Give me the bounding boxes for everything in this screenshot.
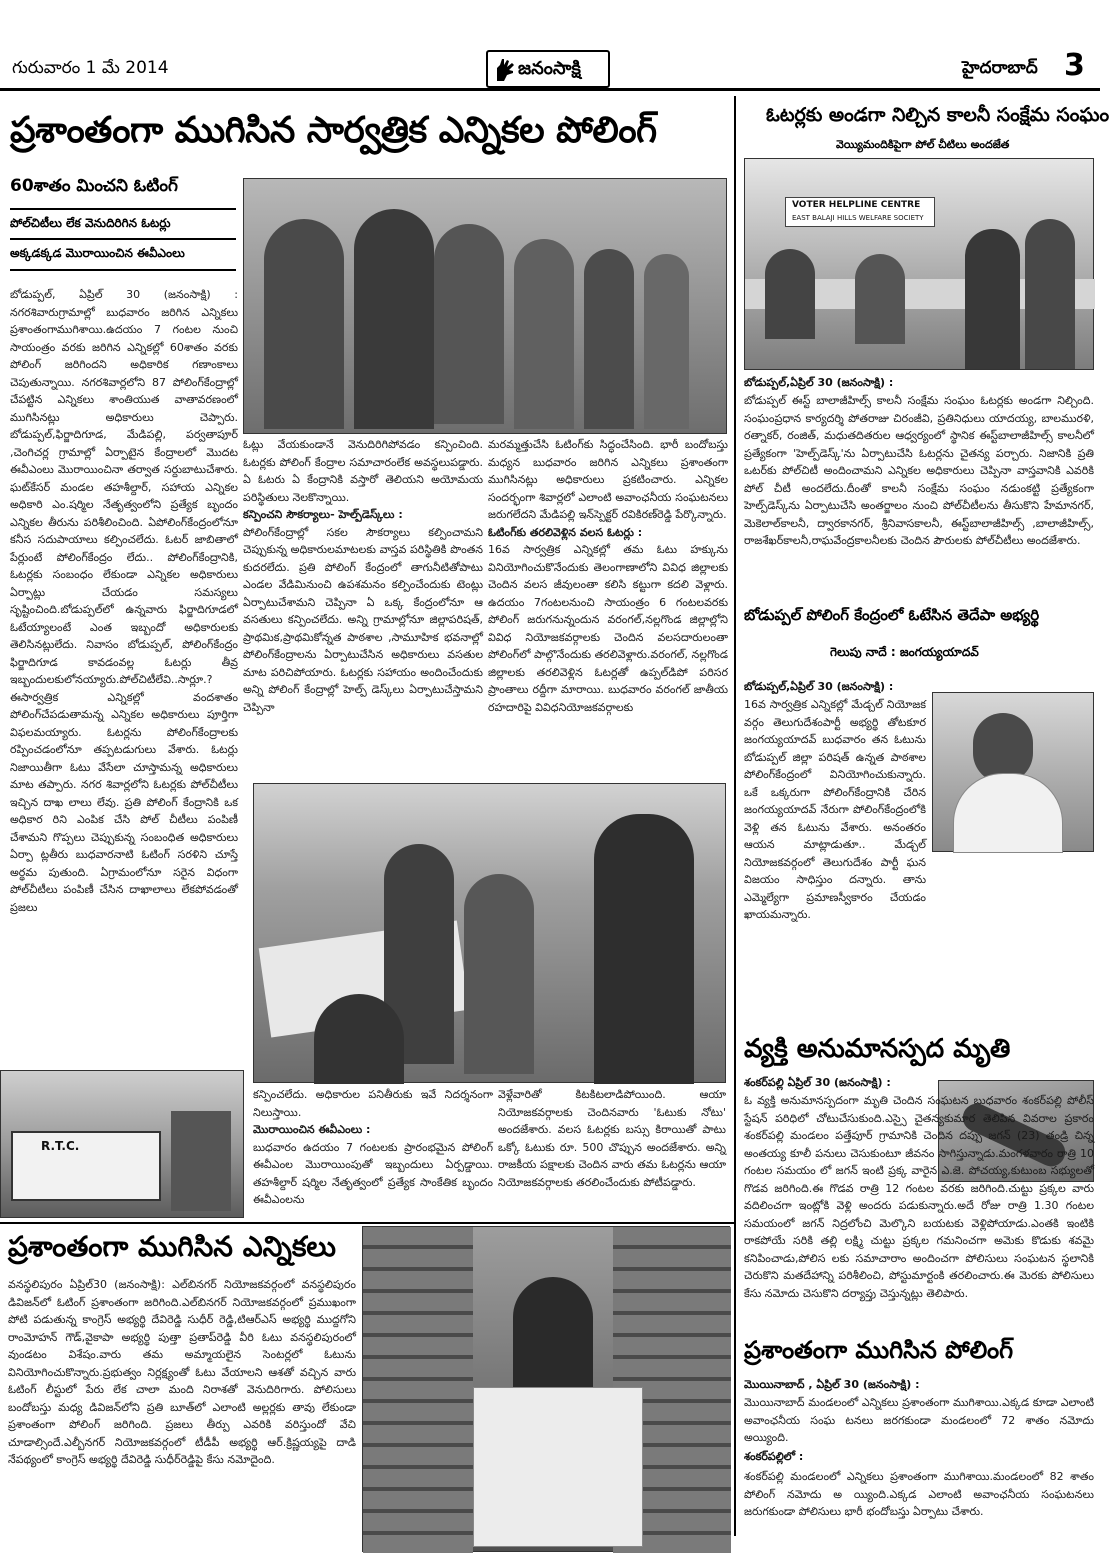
right3-headline: వ్యక్తి అనుమానస్పద మృతి	[744, 1034, 1011, 1064]
issue-date: గురువారం 1 మే 2014	[12, 58, 169, 78]
lead-col2c-text: కన్పించలేదు. అధికారుల పనితీరుకు ఇవే నిదర్శనంగా నిలుస్తాయి.	[253, 1088, 493, 1119]
lead-column-2	[243, 436, 483, 776]
city-name: హైదరాబాద్	[962, 58, 1038, 78]
voters-queue-photo	[243, 178, 727, 434]
right1-dateline: బోడుప్పల్,ఏప్రిల్ 30 (జనంసాక్షి) :	[744, 376, 894, 389]
header-rule	[0, 88, 1100, 91]
helpline-sign: VOTER HELPLINE CENTRE	[792, 200, 921, 210]
lead-column-3-cont	[498, 1086, 726, 1218]
lead-subhead-1: 60శాతం మించని ఓటింగ్	[10, 176, 178, 196]
masthead-title: జనంసాక్షి	[518, 58, 581, 79]
bottom-headline: ప్రశాంతంగా ముగిసిన ఎన్నికలు	[8, 1230, 336, 1263]
lead-column-1	[10, 286, 238, 1062]
lead-col2-subhead: కన్పించని సౌకర్యాలు- హెల్ప్‌డెస్క్‌లు :	[243, 508, 403, 521]
right2-headline: బోడుప్పల్ పోలింగ్ కేంద్రంలో ఓటేసిన తెదేపా అభ్యర్థి	[744, 606, 1040, 624]
right4-body-text: మొయినాబాద్ మండలంలో ఎన్నికలు ప్రశాంతంగా ముగిశాయి.ఎక్కడ కూడా ఎలాంటి అవాంఛనీయ సంఘ టనలు జరగకుండా మండలంలో 72 శాతం నమోదు అయ్యింది.	[744, 1396, 1094, 1444]
lead-subhead-2: పోల్‌చిటీలు లేక వెనుదిరిగిన ఓటర్లు	[10, 216, 171, 230]
right1-body	[744, 392, 1094, 588]
right1-headline: ఓటర్లకు అండగా నిల్చిన కాలనీ సంక్షేమ సంఘం	[766, 104, 1109, 126]
bottom-body-text: వనస్థలిపురం ఏప్రిల్30 (జనంసాక్షి): ఎల్‌బినగర్ నియోజకవర్గంలో వనస్థలిపురం డివిజన్‌లో ఓటింగ్ ప్రశాంతంగా జరిగింది.ఎల్‌బినగర్ నియోజకవర్గంలో ప్రముఖంగా పోటి పడుతున్న కాంగ్రెస్ అభ్యర్థి దేవిరెడ్డి సుధీర్ రెడ్డి,టిఆర్ఎస్ అభ్యర్థి ముద్దగోని రాంమోహన్ గౌడ్,వైకాపా అభ్యర్థి పుత్తా ప్రతాప్‌రెడ్డి వీరి ఓటు వనస్థలిపురంలో వుండటం విశేషం.వారు తమ అమ్మాయలైన సెంటర్లలో ఓటును వినియోగించుకొన్నారు.ప్రభుత్వం నిర్లక్ష్యంతో ఓటు వేయాలని ఆశతో వచ్చిన వారు ఓటింగ్ లీస్టులో పేరు లేక చాలా మంది నిరాశతో వెనుదిరిగారు. పోలిసులు బందోబస్తు మధ్య డివిజన్‌లోని ప్రతి బూత్‌లో ఎలాంటి అల్లర్లకు తావు లేకుండా ప్రశాంతంగా పోలింగ్ జరిగింది. ప్రజలు తీర్పు ఎవరికి వరిస్తుందో వేచి చూడాల్సిందే.ఎల్బీనగర్ నియోజకవర్గంలో టీడీపీ అభ్యర్థి ఆర్.క్రిష్ణయ్యపై దాడి నేపథ్యంలో కాంగ్రెస్ అభ్యర్థి దేవిరెడ్డి సుధీర్‌రెడ్డిపై కేసు నమోదైంది.	[8, 1278, 356, 1466]
helpline-sign-sub: EAST BALAJI HILLS WELFARE SOCIETY	[792, 214, 924, 222]
right4-body2-text: శంకర్‌పల్లి మండలంలో ఎన్నికలు ప్రశాంతంగా ముగిశాయి.మండలంలో 82 శాతం పోలింగ్ నమోదు అ య్యింది.ఎక్కడ ఎలాంటి అవాంఛనీయ సంఘటనలు జరుగకుండా పోలిసులు భారీ భందోబస్తు ఏర్పాటు చేశారు.	[744, 1470, 1094, 1518]
lead-col2c-subhead: మొరాయించిన ఈవీఎంలు :	[253, 1123, 371, 1136]
masthead-logo	[486, 50, 610, 88]
right4-dateline: మొయినాబాద్ , ఏప్రిల్ 30 (జనంసాక్షి) :	[744, 1378, 920, 1391]
lead-column-2-cont	[253, 1086, 493, 1218]
right2-body-text: 16వ సార్వత్రిక ఎన్నికల్లో మేడ్చల్ నియోజక వర్గం తెలుగుదేశంపార్టీ అభ్యర్థి తోటకూర జంగయ్యయాదవ్ బుధవారం తన ఓటును బోడుప్పల్ జిల్లా పరిషత్ ఉన్నత పాఠశాల పోలింగ్‌కేంద్రంలో వినియోగించుకున్నారు. ఒకే ఒక్కరుగా పోలింగ్‌కేంద్రానికి చేరిన జంగయ్యయాదవ్ నేరుగా పోలింగ్‌కేంద్రంలోకి వెళ్లి తన ఓటును వేశారు. అనంతరం ఆయన మాట్లాడుతూ.. మేడ్చల్ నియోజకవర్గంలో తెలుగుదేశం పార్టీ ఘన విజయం సాధిస్తుం దన్నారు. తాను ఎమ్మెల్యేగా ప్రమాణస్వీకారం చేయడం ఖాయమన్నారు.	[744, 698, 926, 921]
lead-sub-box	[10, 176, 236, 276]
lead-subhead-3: అక్కడక్కడ మొరాయించిన ఈవీఎంలు	[10, 246, 185, 260]
right4-dateline-2: శంకర్‌పల్లిలో :	[744, 1450, 804, 1463]
lead-col1-text: బోడుప్పల్, ఏప్రిల్ 30 (జనంసాక్షి) : నగరశివారుగ్రామాల్లో బుధవారం జరిగిన ఎన్నికలు ప్రశాంతంగాముగిశాయి.ఉదయం 7 గంటల నుంచి సాయంత్రం వరకు జరిగిన ఎన్నికల్లో 60శాతం వరకు పోలింగ్ జరిగిందని అధికారిక గణాంకాలు చెపుతున్నాయి. నగరశివార్లలోని 87 పోలింగ్‌కేంద్రాల్లో చేపట్టిన ఎన్నికలు శాంతియుత వాతావరణంలో ముగిసినట్లు అధికారులు చెప్పారు. బోడుప్పల్,ఫిర్జాదిగూడ, మేడిపల్లి, పర్వతాపూర్ ,చెంగిచర్ల గ్రామాల్లో ఏర్పాటైన కేంద్రాలలో మొదట ఈవీఎంలు మొరాయించినా తర్వాత సర్దుబాటుచేశారు. ఘట్‌కేసర్ మండల తహశీల్దార్, సహాయ ఎన్నికల అధికారి ఎం.షర్మిల నేతృత్వంలోని ప్రత్యేక బృందం ఎన్నికల తీరును పరిశీలించింది. ఏపోలింగ్‌కేంద్రంలోనూ కనీస సదుపాయాలు కల్పించలేదు. ఓటర్ జాబితాలో పేర్లుంటే పోలింగ్‌కేంద్రం లేదు.. పోలింగ్‌కేంద్రానికి, ఓటర్లకు సంబంధం లేకుండా ఎన్నికల అధికారులు ఏర్పాట్లు చేయడం సమస్యలు సృష్టించింది.బోడుప్పల్‌లో ఉన్నవారు ఫిర్జాదిగూడలో ఓటేయ్యాలంటే ఎంత ఇబ్బందో అధికారులకు తెలిసినట్లులేదు. నివాసం బోడుప్పల్, పోలింగ్‌కేంద్రం ఫిర్జాదిగూడ కావడంవల్ల ఓటర్లు తీవ్ర ఇబ్బందులకులోనయ్యారు.పోల్‌చిటీలేవి..సార్లూ.? ఈసార్వత్రిక ఎన్నికల్లో వందశాతం పోలింగ్‌చేపడుతామన్న ఎన్నికల అధికారులు పూర్తిగా విఫలమయ్యారు. ఓటర్లను పోలింగ్‌కేంద్రాలకు రప్పించడంలోనూ తప్పటడుగులు వేశారు. ఓటర్లు నిజాయితీగా ఓటు వేసేలా చూస్తామన్న అధికారులు మాట తప్పారు. నగర శివార్లలోని ఓటర్లకు పోల్‌చీటీలు ఇచ్చిన దాఖ లాలు లేవు. ప్రతి పోలింగ్ కేంద్రానికి ఒక అధికార రిని ఎంపిక చేసి పోల్ చీటీలు పంపిణీ చేశామని గొప్పలు చెప్పుకున్న సంబంధిత అధికారులు ఏర్పా ట్లతీరు బుధవారనాటి ఓటింగ్ సరళిని చూస్తే అర్థమ పుతుంది. ఏగ్రామంలోనూ సరైన విధంగా పోల్‌చీటీలు పంపిణీ చేసిన దాఖాలాలు లేకపోవడంతో ప్రజలు	[10, 288, 238, 914]
bus-crowd-photo	[0, 1070, 244, 1218]
bus-label: R.T.C.	[41, 1139, 80, 1153]
right4-headline: ప్రశాంతంగా ముగిసిన పోలింగ్	[744, 1336, 1014, 1364]
evm-voter-photo	[362, 1226, 730, 1552]
page-header	[0, 0, 1100, 92]
page-number: 3	[1064, 48, 1085, 83]
lead-col3-text: మరమ్మత్తుచేసి ఓటింగ్‌కు సిద్ధంచేసింది. భారీ బందోబస్తు మధ్యన బుధవారం జరిగిన ఎన్నికలు ప్రశాంతంగా ముగిసినట్లు అధికారులు ప్రకటించారు. ఎన్నికల సందర్భంగా శివార్లలో ఎలాంటి అవాంఛనీయ సంఘటనలు జరుగలేదని మేడిపల్లి ఇన్‌స్పెక్టర్ రవికిరణ్‌రెడ్డి పేర్కొన్నారు.	[488, 438, 728, 521]
lead-column-3	[488, 436, 728, 776]
hand-logo-icon	[494, 57, 516, 83]
lead-col3-subhead: ఓటింగ్‌కు తరలివెళ్లిన వలస ఓటర్లు :	[488, 525, 643, 539]
right2-subhead: గెలుపు నాదే : జంగయ్యయాదవ్	[830, 645, 979, 659]
right3-body	[744, 1092, 1094, 1328]
bottom-body	[8, 1276, 356, 1536]
right1-body-text: బోడుప్పల్ ఈస్ట్ బాలాజీహిల్స్ కాలనీ సంక్షేమ సంఘం ఓటర్లకు అండగా నిల్చింది. సంఘంప్రధాన కార్యదర్శి పోతరాజు చిరంజీవి, ప్రతినిధులు యాదయ్య, బాలమురళి, రత్నాకర్, రంజిత్, మధుతదితరుల ఆధ్వర్యంలో స్థానిక ఈస్ట్‌బాలాజీహిల్స్ కాలనీలో ప్రత్యేకంగా 'హెల్ప్‌డెస్క్'ను ఏర్పాటుచేసి ఓటర్లను చైతన్య పర్చారు. నిజానికి ప్రతి ఒటర్‌కు పోల్‌చిటీ అందించామని ఎన్నికల అధికారులు చెప్పినా వాస్తవానికి ఎవరికి పోల్ చీటీ అందలేదు.దీంతో కాలనీ సంక్షేమ సంఘం నడుంకట్టి ప్రత్యేకంగా హెల్ప్‌డెస్క్‌ను ఏర్పాటుచేసి అంతర్జాలం నుంచి పోల్‌చీటీలను తీసుకొని హేమానగర్, మెకెలాల్‌కాలనీ, ద్వారకానగర్, శ్రీనివాసకాలనీ, ఈస్ట్‌బాలాజీహిల్స్ ,బాలాజీహిల్స్, రాజశేఖర్‌కాలనీ,రాఘవేంద్రకాలనీలకు చెందిన పౌరులకు పోల్‌చీటీలు అందజేశారు.	[744, 394, 1094, 547]
right2-dateline: బోడుప్పల్,ఏప్రిల్ 30 (జనంసాక్షి) :	[744, 680, 894, 693]
right1-subhead: వెయ్యిమందికిపైగా పోల్ చీటిలు అందజేత	[836, 138, 1010, 151]
right4-body	[744, 1394, 1094, 1448]
lead-col2-text: ఓట్లు వేయకుండానే వెనుదిరిగిపోవడం కన్పించింది. ఓటర్లకు పోలింగ్ కేంద్రాల సమాచారంలేక అవస్థలుపడ్డారు. ఏ ఓటరు ఏ కేంద్రానికి వస్తారో తెలియని అయోమయ పరిస్థితులు నెలకొన్నాయి.	[243, 438, 483, 504]
lead-col2d-text: బుధవారం ఉదయం 7 గంటలకు ప్రారంభమైన పోలింగ్ ఈవీఎంల మొరాయింపుతో ఇబ్బందులు ఏర్పడ్డాయి. తహశీల్దార్ షర్మిల నేతృత్వంలో ప్రత్యేక సాంకేతిక బృందం ఈవీఎంలను	[253, 1140, 493, 1206]
right2-body-narrow	[744, 696, 926, 921]
polling-booth-photo	[253, 783, 726, 1083]
candidate-photo	[932, 692, 1094, 852]
lead-col2b-text: పోలింగ్‌కేంద్రాల్లో సకల సౌకర్యాలు కల్పించామని చెప్పుకున్న అధికారులమాటలకు వాస్తవ పరిస్థితికి పొంతన కుదరలేదు. ప్రతి పోలింగ్ కేంద్రంలో తాగునీటితోపాటు ఎండల వేడిమినుంచి ఉపశమనం కల్పించేందుకు టెంట్లు ఏర్పాటుచేశామని చెప్పినా ఏ ఒక్క కేంద్రంలోనూ ఆ వసతులు కన్పించలేదు. అన్ని గ్రామాల్లోనూ జిల్లాపరిషత్, ప్రాథమిక,ప్రాథమికోన్నత పాఠశాల ,సామూహిక భవనాల్లో పోలింగ్‌కేంద్రాలను ఏర్పాటుచేసిన అధికారులు వసతుల మాట పరిచిపోయారు. ఓటర్లకు సహాయం అందించేందుకు అన్ని పోలింగ్ కేంద్రాల్లో హెల్ప్ డెస్క్‌లు ఏర్పాటుచేస్తామని చెప్పినా	[243, 525, 483, 714]
lead-col3b-text: 16వ సార్వత్రిక ఎన్నికల్లో తమ ఓటు హక్కును వినియోగించుకొనేందుకు తెలంగాణాలోని వివిధ జిల్లాలకు చెందిన వలస జీవులంతా కలిసి కట్టుగా కదలి వెళ్లారు. ఉదయం 7గంటలనుంచి సాయంత్రం 6 గంటలవరకు పోలింగ్ జరుగనున్నందున వరంగల్,నల్లగొండ జిల్లాల్లోని వివిధ నియోజకవర్గాలకు చెందిన వలసదారులంతా పోలింగ్‌లో పాల్గొనేందుకు తరలివెళ్లారు.వరంగల్, నల్లగొండ జిల్లాలకు తరలివెళ్లిన ఓటర్లతో ఉప్పల్‌డిపో పరిసర ప్రాంతాలు రద్దీగా మారాయి. బుధవారం వరంగల్ జాతీయ రహదారిపై వివిధనియోజకవర్గాలకు	[488, 543, 728, 714]
helpline-centre-photo	[744, 158, 1094, 370]
right4-body-2	[744, 1468, 1094, 1540]
lead-headline: ప్రశాంతంగా ముగిసిన సార్వత్రిక ఎన్నికల పోలింగ్	[10, 110, 657, 151]
column-divider	[734, 96, 736, 1536]
right3-dateline: శంకర్‌పల్లి ఏప్రిల్ 30 (జనంసాక్షి) :	[744, 1076, 891, 1089]
right3-body-text: ఓ వ్యక్తి అనుమానస్పదంగా మృతి చెందిన సంఘటన బుధవారం శంకర్‌పల్లి పోలీస్ స్టేషన్ పరిధిలో చోటుచేసుకుంది.ఎస్సై చైతన్యకుమార తెలిపిన వివరాల ప్రకారం శంకర్‌పల్లి మండలం పత్తేపూర్ గ్రామానికి చెందిన దప్పు జగన్ (23) తండ్రి చిన్న అంతయ్య కూలీ పనులు చెసుకుంటూ జీవనం సాగిస్తున్నాడు.మంగళవారం రాత్రి 10 గంటల సమయం లో జగన్ ఇంటి ప్రక్క వారైన ఎ.జె. పోచయ్య,కుటుంబ సభ్యులతో గొడవ జరిగింది.ఈ గొడవ రాత్రి 12 గంటల వరకు జరిగింది.చుట్టు ప్రక్కల వారు వదిలించగా ఇంట్లోకి వెళ్లి అందరు పడుకున్నారు.అదే రోజు రాత్రి 1.30 గంటల సమయంలో జగన్ నిద్రలోంచి మెల్కొని బయటకు వెళ్లిపోయాడు.ఎంతకి ఇంటికి రాకపోయే సరికి తల్లి లక్ష్మి చుట్టు ప్రక్కల గమనించగా అమెకు కొడుకు శవమై కనిపించాడు,పోలిస లకు సమాచారాం అందించగా పోలిసులు సంఘటన స్థలానికి చెరుకొని మతదేహాన్ని పరిశీలించి, పోస్టుమార్టంకి తరలించారు.ఈ మెరకు పోలిసులు కేసు నమోదు చెసుకొని దర్యాప్తు చెస్తున్నట్లు తెలిపారు.	[744, 1094, 1094, 1300]
lead-col3c-text: వెళ్లేవారితో కిటకిటలాడిపోయింది. ఆయా నియోజకవర్గాలకు చెందినవారు 'ఓటుకు నోటు' అందజేశారు. వలస ఓటర్లకు బస్సు కిరాయితో పాటు ఒక్కో ఓటుకు రూ. 500 చొప్పున అందజేశారు. అన్ని రాజకీయ పక్షాలకు చెందిన వారు తమ ఓటర్లను ఆయా నియోజకవర్గాలకు తరలించేందుకు పోటీపడ్డారు.	[498, 1088, 726, 1189]
